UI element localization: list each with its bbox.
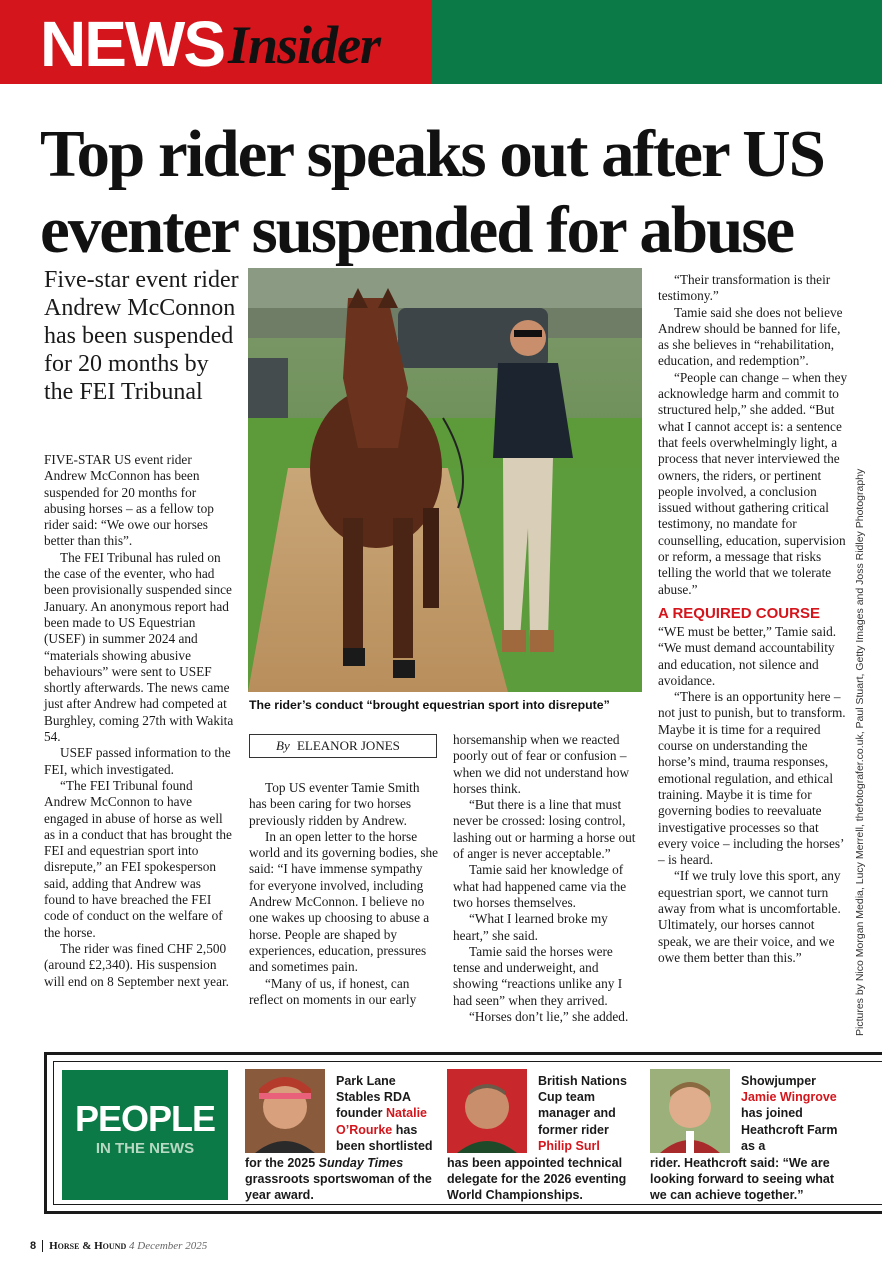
- byline-name: ELEANOR JONES: [296, 738, 400, 753]
- text: Park Lane Stables RDA founder: [336, 1074, 411, 1121]
- paragraph: In an open letter to the horse world and its governing bodies, she said: “I have immense sympathy for everyone involved, including Andrew McConnon. I believe no one wakes up choosing to abuse a horse. People are shaped by experiences, education, pressures and sometimes pain.: [249, 828, 439, 975]
- portrait-icon: [650, 1069, 730, 1153]
- person-photo-natalie: [245, 1069, 325, 1153]
- text: has joined Heathcroft Farm as a: [741, 1106, 838, 1153]
- article-photo: [248, 268, 642, 692]
- paragraph: “What I learned broke my heart,” she said.: [453, 911, 608, 943]
- publication-name: Sunday Times: [318, 1156, 404, 1170]
- paragraph: “Horses don’t lie,” she added.: [469, 1009, 629, 1025]
- photo-caption: The rider’s conduct “brought equestrian sport into disrepute”: [249, 698, 610, 712]
- text: British Nations Cup team manager and former rider: [538, 1074, 627, 1137]
- people-title: PEOPLE: [74, 1098, 216, 1139]
- paragraph: “But there is a line that must never be crossed: losing control, lashing out or harming a horse out of anger is never acceptable.”: [453, 797, 636, 862]
- paragraph: “If we truly love this sport, any equestrian sport, we cannot turn away from what is uncomfortable. Ultimately, our horses cannot speak, we are their voice, and we owe them better than this.”: [658, 868, 841, 965]
- paragraph: Top US eventer Tamie Smith has been caring for two horses previously ridden by Andrew.: [249, 780, 420, 828]
- people-badge: [62, 1070, 228, 1200]
- text: grassroots sportswoman of the year award.: [245, 1172, 432, 1203]
- person-text-natalie-bottom: [245, 1155, 440, 1204]
- masthead-news: NEWS: [40, 8, 224, 80]
- article-column-1: [44, 452, 234, 990]
- paragraph: “WE must be better,” Tamie said. “We must demand accountability and education, not silence and avoidance.: [658, 623, 837, 688]
- byline: [249, 734, 437, 758]
- standfirst: Five-star event rider Andrew McConnon has been suspended for 20 months by the FEI Tribunal: [44, 267, 239, 405]
- paragraph: The FEI Tribunal has ruled on the case of the eventer, who had been provisionally suspended since January. An anonymous report had been made to US Equestrian (USEF) in summer 2024 and “materials showing abusive behaviours” were sent to USEF shortly afterwards. The news came just after Andrew had competed at Burghley, coming 27th with Wakita 54.: [44, 549, 234, 745]
- paragraph: USEF passed information to the FEI, which investigated.: [44, 745, 231, 777]
- person-name: Natalie O’Rourke: [336, 1106, 427, 1137]
- text: Showjumper: [741, 1074, 817, 1088]
- headline: Top rider speaks out after US eventer suspended for abuse: [40, 117, 824, 267]
- page-footer: [30, 1238, 207, 1254]
- text: has been shortlisted: [336, 1122, 433, 1153]
- byline-prefix: By: [276, 738, 290, 753]
- text: for the 2025: [245, 1156, 319, 1170]
- person-name: Philip Surl: [538, 1138, 600, 1153]
- person-photo-jamie: [650, 1069, 730, 1153]
- person-name: Jamie Wingrove: [741, 1090, 837, 1105]
- subheading: A REQUIRED COURSE: [658, 604, 820, 622]
- article-column-3: [453, 732, 643, 1025]
- paragraph: “There is an opportunity here – not just to punish, but to transform. Maybe it is time for a required course on understanding the horse’s mind, trauma responses, emotional regulation, and ethical training. Maybe it is time for governing bodies to reevaluate investigative processes so that every voice – including the horses’ – is heard.: [658, 689, 846, 868]
- paragraph: “The FEI Tribunal found Andrew McConnon to have engaged in abuse of horse as well as in a conduct that has brought the FEI and equestrian sport into disrepute,” an FEI spokesperson said, adding that Andrew was found to have breached the FEI code of conduct on the welfare of the horse.: [44, 777, 232, 940]
- page-number: 8: [30, 1240, 43, 1252]
- person-text-philip-top: [538, 1073, 638, 1154]
- paragraph: “Their transformation is their testimony.”: [658, 272, 831, 304]
- portrait-icon: [245, 1069, 325, 1153]
- picture-credit: Pictures by Nico Morgan Media, Lucy Merrell, thefotografer.co.uk, Paul Stuart, Getty Images and Joss Ridley Photography: [854, 468, 866, 1036]
- paragraph: horsemanship when we reacted poorly out of fear or confusion – when we did not understand how horses think.: [453, 732, 630, 796]
- portrait-icon: [447, 1069, 527, 1153]
- person-text-jamie-top: [741, 1073, 841, 1154]
- paragraph: Tamie said the horses were tense and underweight, and showing “reactions unlike any I had seen” when they arrived.: [453, 943, 623, 1008]
- publication-name: Horse & Hound: [49, 1240, 127, 1252]
- paragraph: The rider was fined CHF 2,500 (around £2,340). His suspension will end on 8 September next year.: [44, 940, 230, 989]
- text: has been appointed technical delegate for the 2026 eventing World Championships.: [447, 1156, 627, 1203]
- article-column-2: [249, 780, 439, 1008]
- horse-and-rider-illustration: [248, 268, 642, 692]
- people-subtitle: IN THE NEWS: [95, 1140, 195, 1157]
- paragraph: FIVE-STAR US event rider Andrew McConnon has been suspended for 20 months for abusing horses – as a fellow top rider said: “We owe our horses better than this”.: [44, 452, 214, 549]
- paragraph: Tamie said her knowledge of what had happened came via the two horses themselves.: [453, 862, 627, 910]
- person-text-philip-bottom: [447, 1155, 642, 1204]
- person-photo-philip: [447, 1069, 527, 1153]
- person-text-natalie-top: [336, 1073, 436, 1154]
- masthead-green-block: [432, 0, 882, 84]
- paragraph: Tamie said she does not believe Andrew should be banned for life, as she believes in “rehabilitation, education, and redemption”.: [658, 304, 843, 369]
- masthead-insider: Insider: [228, 15, 381, 75]
- paragraph: “People can change – when they acknowledge harm and commit to structured help,” she added. “But what I cannot accept is: a sentence that feels overwhelmingly light, a process that never interviewed the owners, the riders, or pertinent people involved, a conclusion issued without gathering critical testimony, no mandate for counselling, education, supervision or reform, a message that risks telling the world that we tolerate abuse.”: [658, 369, 848, 597]
- article-column-4: [658, 272, 848, 966]
- paragraph: “Many of us, if honest, can reflect on moments in our early: [249, 975, 417, 1007]
- issue-date: 4 December 2025: [129, 1240, 208, 1252]
- person-text-jamie-bottom: [650, 1155, 845, 1204]
- text: rider. Heathcroft said: “We are looking forward to seeing what we can achieve together.”: [650, 1156, 835, 1203]
